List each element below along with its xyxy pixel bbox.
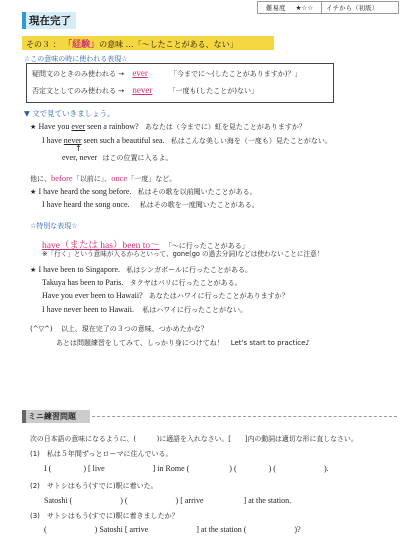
level-label: イチから（初級） bbox=[326, 4, 379, 12]
expression-heading: ☆この意味の時に使われる表現☆ bbox=[24, 55, 128, 63]
page-title: 現在完了 bbox=[29, 15, 71, 27]
special-note: ※「行く」という意味が入るからといって、gone(go の過去分詞)などは使わないことに注意！ bbox=[42, 250, 324, 258]
other-adverbs: 他に、before「以前に」、once「一度」など。 bbox=[30, 173, 177, 183]
difficulty-label: 難易度 ★☆☆ bbox=[266, 4, 314, 12]
summary-line-1: (^▽^) 以上、現在完了の３つの意味、つかめたかな？ bbox=[30, 325, 208, 333]
example-line: ★ Have you ever seen a rainbow? あなたは（今までに）虹を見たことがありますか？ bbox=[30, 122, 306, 131]
question-1: (1) 私は５年間ずっとローマに住んでいる。 bbox=[30, 450, 173, 458]
practice-title: ミニ練習問題 bbox=[28, 412, 76, 421]
special-phrase: have（または has）been to～ 「～に行ったことがある」 bbox=[42, 241, 249, 251]
sentences-heading: ▼ 文で見ていきましょう。 bbox=[24, 109, 115, 118]
example-line: Have you ever been to Hawaii? あなたはハワイに行ったことがありますか？ bbox=[42, 291, 289, 300]
example-line: ★ I have been to Singapore. 私はシンガポールに行ったことがある。 bbox=[30, 265, 252, 274]
position-note: ever, never はこの位置に入るよ。 bbox=[62, 153, 173, 162]
example-line: I have never been to Hawaii. 私はハワイに行ったことがない。 bbox=[42, 305, 247, 314]
example-line: Takuya has been to Paris. タクヤはパリに行ったことがある。 bbox=[42, 278, 242, 287]
arrow-up-icon: ↑ bbox=[75, 144, 82, 153]
special-heading: ☆特別な表現☆ bbox=[30, 222, 78, 230]
question-1-answer-line[interactable]: I ( ) [ live ] in Rome ( ) ( ) ( ). bbox=[44, 464, 329, 473]
divider bbox=[92, 416, 397, 417]
question-2: (2) サトシはもう(すでに)駅に着いた。 bbox=[30, 482, 158, 490]
example-line: ★ I have heard the song before. 私はその歌を以前聞いたことがある。 bbox=[30, 187, 257, 196]
question-3: (3) サトシはもう(すでに)駅に着きましたか？ bbox=[30, 512, 179, 520]
question-3-answer-line[interactable]: ( ) Satoshi [ arrive ] at the station ( )? bbox=[44, 525, 301, 534]
example-line: I have heard the song once. 私はその歌を一度聞いたことがある。 bbox=[42, 200, 259, 209]
example-line: I have never seen such a beautiful sea. 私はこんな美しい海を（一度も）見たことがない。 bbox=[42, 136, 332, 145]
box-row-1: 疑問文のときのみ使われる → ever 「今までに～(したことがありますか)？」 bbox=[32, 68, 302, 78]
summary-line-2: あとは問題練習をしてみて、しっかり身につけてね！ Let's start to practice♪ bbox=[56, 339, 310, 347]
practice-instruction: 次の日本語の意味になるように、( )に適語を入れなさい。[ ]内の動詞は適切な形に直しなさい。 bbox=[30, 435, 358, 443]
section-heading: その３ ： 「経験」の意味 …「～したことがある、ない」 bbox=[26, 40, 238, 50]
difficulty-box bbox=[257, 1, 399, 14]
box-row-2: 否定文としてのみ使われる → never 「一度も(したことが)ない」 bbox=[32, 85, 259, 95]
question-2-answer-line[interactable]: Satoshi ( ) ( ) [ arrive ] at the station. bbox=[44, 496, 292, 505]
